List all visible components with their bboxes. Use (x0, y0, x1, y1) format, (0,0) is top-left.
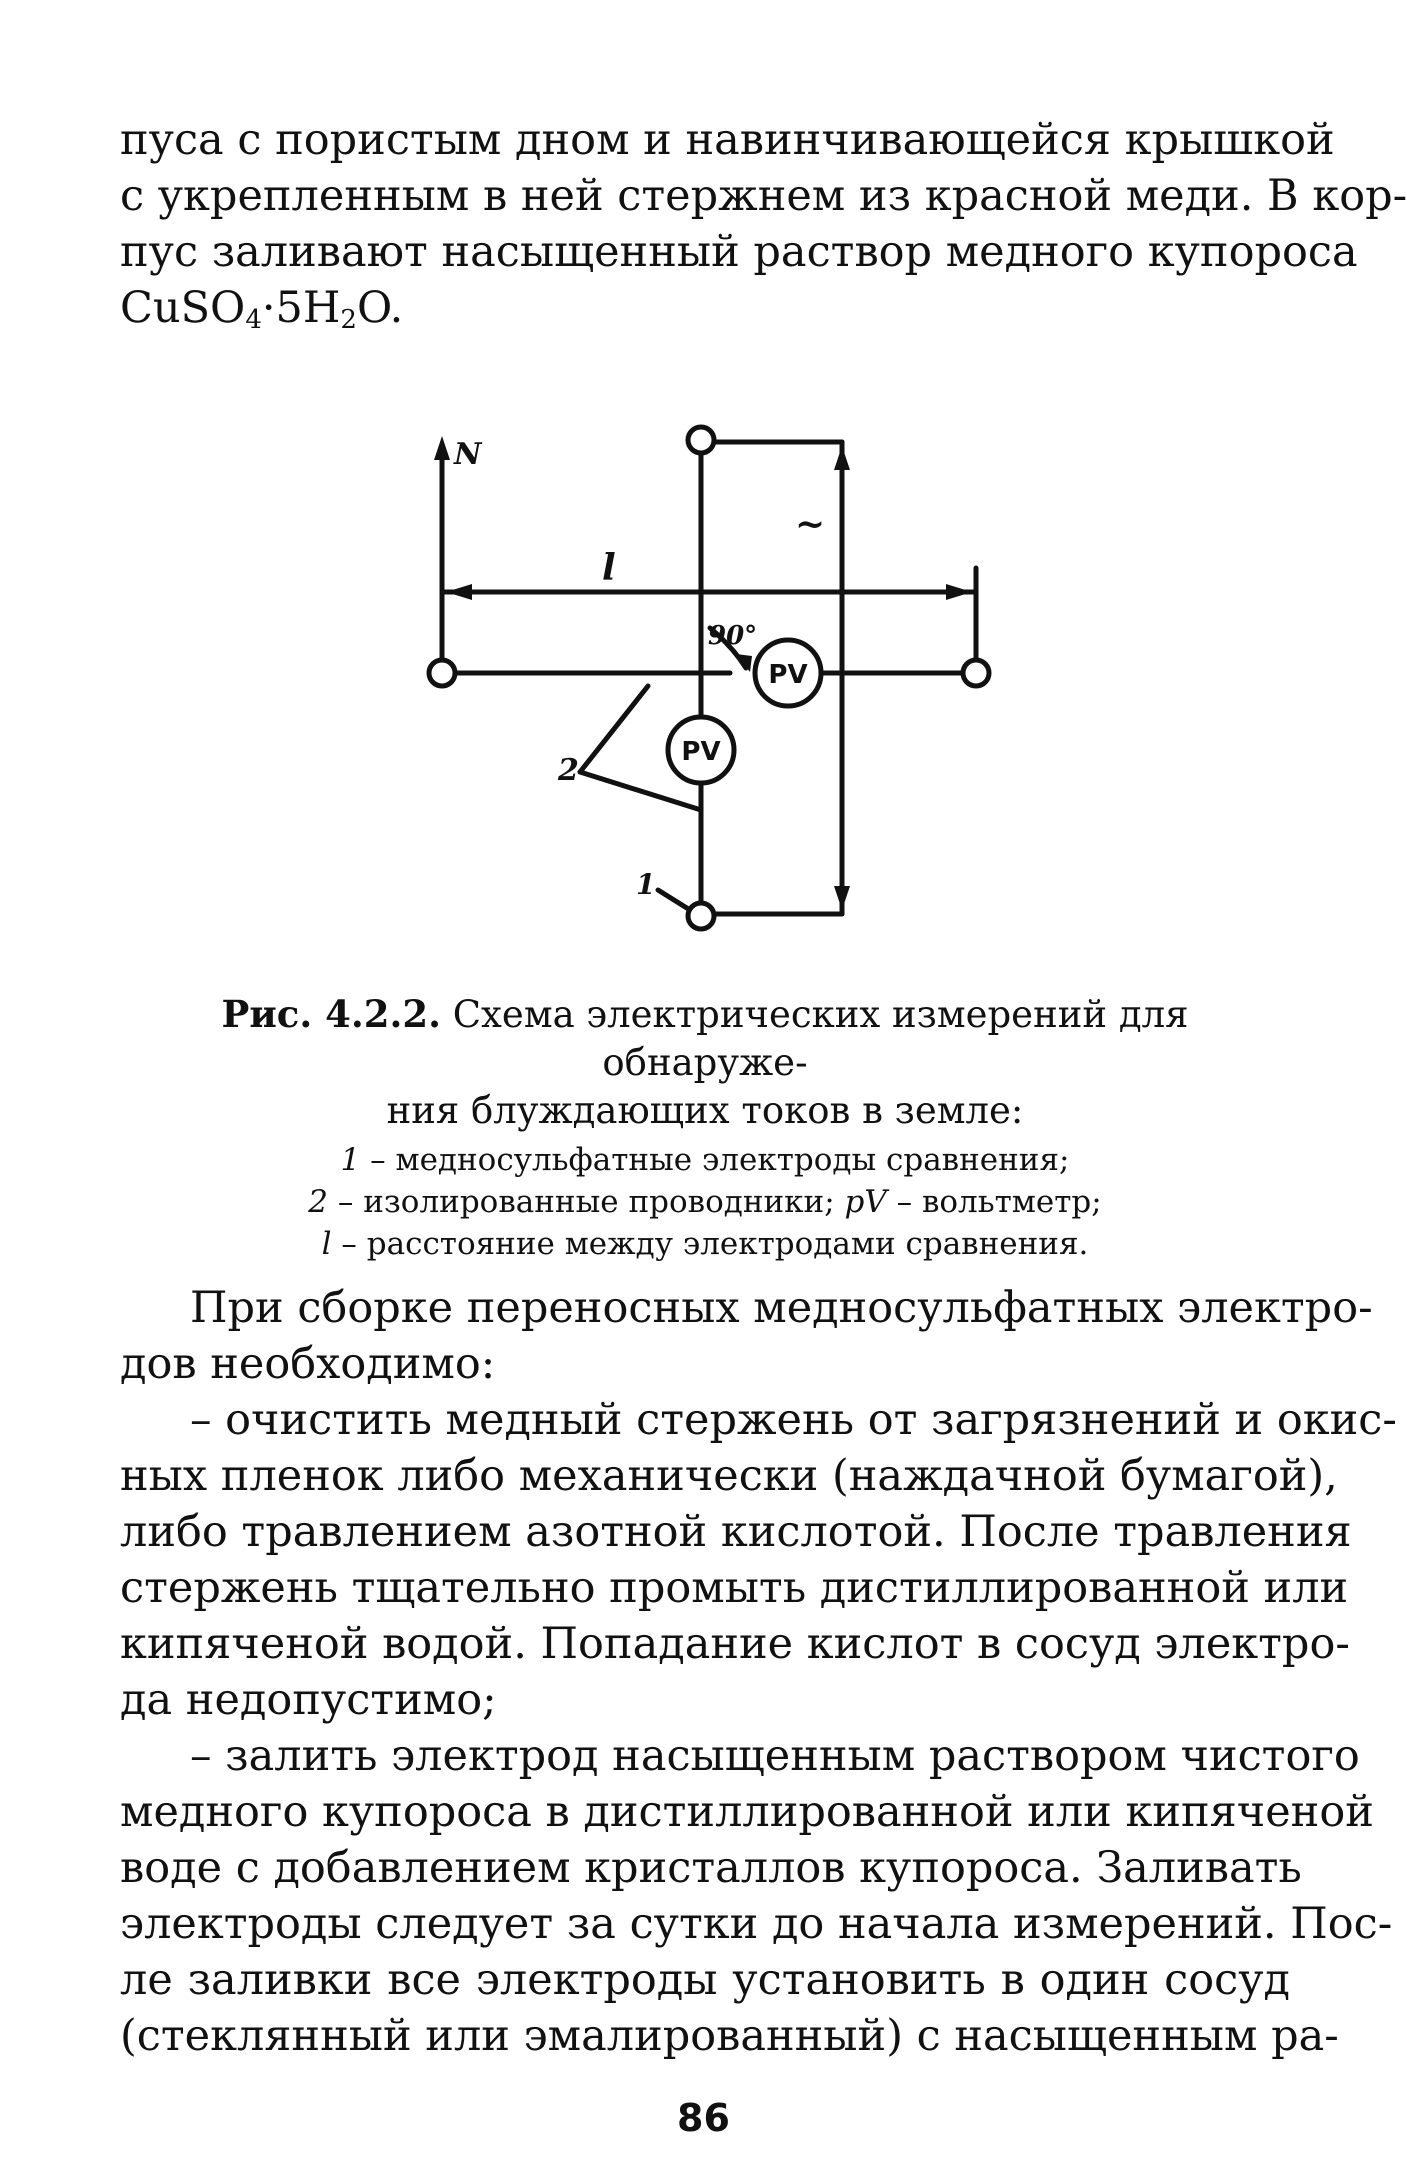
caption-title (120, 990, 1290, 1135)
text-line: воде с добавлением кристаллов купороса. Заливать (120, 1843, 1302, 1893)
measurement-circuit-figure (410, 418, 1010, 938)
text-line: медного купороса в дистиллированной или кипяченой (120, 1787, 1374, 1837)
north-arrowhead (434, 436, 450, 460)
circuit-diagram (410, 418, 1010, 938)
legend-item: l – расстояние между электродами сравнения. (321, 1226, 1089, 1262)
text-line: – очистить медный стержень от загрязнений и окис- (190, 1395, 1397, 1445)
ac-arrow-bottom (834, 886, 850, 910)
page-number: 86 (677, 2096, 730, 2140)
distance-label: l (602, 547, 616, 589)
caption-title-line1: Схема электрических измерений для обнаруже- (452, 993, 1189, 1084)
callout-2-line-a (580, 686, 648, 772)
figure-caption (120, 990, 1290, 1265)
distance-arrow-right (946, 584, 972, 600)
text-line: да недопустимо; (120, 1675, 497, 1725)
text-line: электроды следует за сутки до начала измерений. Пос- (120, 1899, 1393, 1949)
text-line: ле заливки все электроды установить в один сосуд (120, 1955, 1290, 2005)
distance-arrow-left (446, 584, 472, 600)
text-line: с укрепленным в ней стержнем из красной меди. В кор- (120, 171, 1407, 221)
text-line: кипяченой водой. Попадание кислот в сосуд электро- (120, 1619, 1350, 1669)
intro-paragraph (120, 1280, 1373, 1392)
legend-item: 1 – медносульфатные электроды сравнения; (340, 1142, 1070, 1178)
angle-label: 90° (708, 621, 758, 651)
north-label: N (454, 437, 482, 472)
legend-item: 2 – изолированные проводники; pV – вольтметр; (308, 1184, 1102, 1220)
text-line: дов необходимо: (120, 1339, 496, 1389)
list-item-1 (120, 1392, 1397, 1728)
top-paragraph (120, 112, 1407, 336)
ac-arrow-top (834, 446, 850, 470)
electrode-bottom (688, 903, 714, 929)
text-line: ных пленок либо механически (наждачной бумагой), (120, 1451, 1338, 1501)
chemical-formula: $CuSO_4\cdot 5H_2O$. (120, 283, 404, 335)
callout-1-leader (658, 890, 690, 910)
text-line: (стеклянный или эмалированный) с насыщенным ра- (120, 2011, 1339, 2061)
text-line: пус заливают насыщенный раствор медного купороса (120, 227, 1358, 277)
caption-title-line2: ния блуждающих токов в земле: (386, 1089, 1024, 1132)
text-line: либо травлением азотной кислотой. После травления (120, 1507, 1352, 1557)
callout-2-label: 2 (558, 753, 579, 788)
voltmeter-bottom-label: PV (681, 737, 721, 767)
text-line: пуса с пористым дном и навинчивающейся крышкой (120, 115, 1335, 165)
caption-label: Рис. 4.2.2. (221, 992, 441, 1036)
electrode-right (963, 660, 989, 686)
electrode-left (429, 660, 455, 686)
text-line: – залить электрод насыщенным раствором чистого (190, 1731, 1360, 1781)
body-text (120, 1280, 1397, 2064)
list-item-2 (120, 1728, 1393, 2064)
text-line: стержень тщательно промыть дистиллированной или (120, 1563, 1349, 1613)
ac-label: ~ (795, 503, 826, 545)
caption-legend (120, 1139, 1290, 1265)
callout-1-label: 1 (636, 868, 656, 901)
text-line: При сборке переносных медносульфатных электро- (190, 1283, 1373, 1333)
electrode-top (688, 427, 714, 453)
voltmeter-right-label: PV (768, 660, 808, 690)
